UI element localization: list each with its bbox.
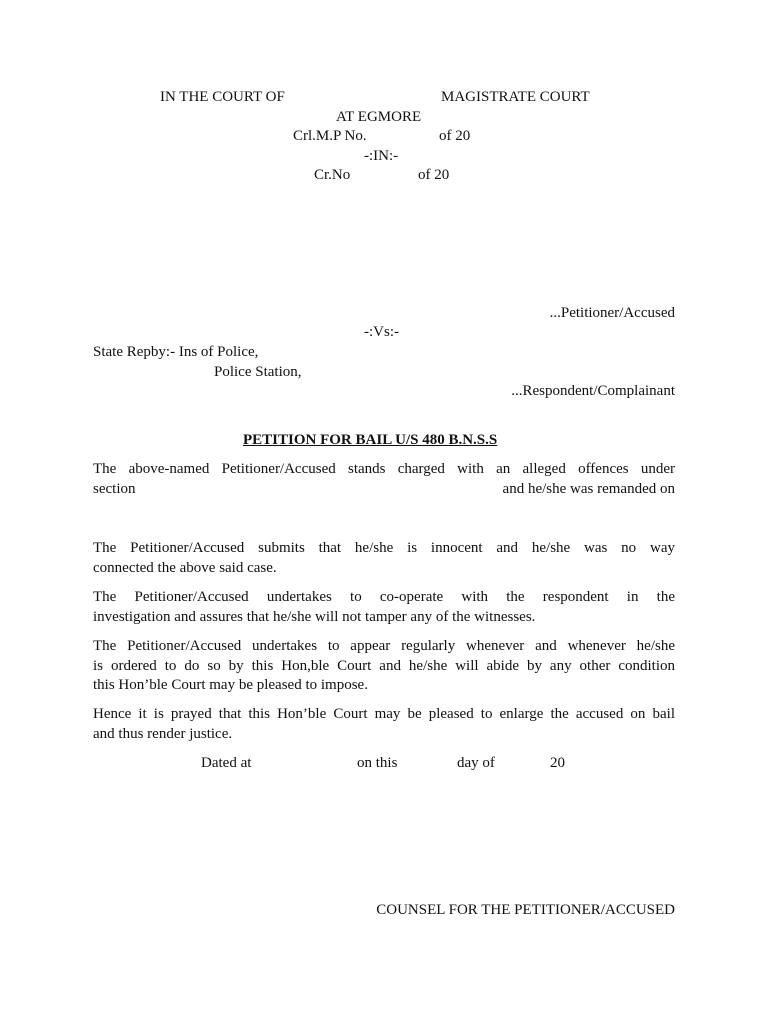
paragraph-line: The Petitioner/Accused undertakes to appear regularly whenever and whenever he/she: [93, 638, 675, 654]
versus-separator: -:Vs:-: [364, 324, 399, 340]
crlmp-number-label: Crl.M.P No.: [293, 128, 367, 144]
paragraph-prayer: [93, 705, 675, 744]
paragraph-line: is ordered to do so by this Hon,ble Court and he/she will abide by any other condition: [93, 657, 675, 674]
paragraph-cooperation: [93, 588, 675, 627]
paragraph-line: The Petitioner/Accused submits that he/she is innocent and he/she was no way: [93, 540, 675, 556]
paragraph-line: [93, 480, 675, 500]
paragraph-line: Hence it is prayed that this Hon’ble Court may be pleased to enlarge the accused on bail: [93, 706, 675, 722]
in-separator: -:IN:-: [364, 148, 399, 164]
paragraph-line: and thus render justice.: [93, 725, 233, 742]
counsel-signature: COUNSEL FOR THE PETITIONER/ACCUSED: [376, 902, 675, 918]
paragraph-line: investigation and assures that he/she will not tamper any of the witnesses.: [93, 608, 536, 625]
day-of-label: day of: [457, 755, 495, 771]
dated-year-label: 20: [550, 755, 565, 771]
petitioner-label: ...Petitioner/Accused: [549, 305, 675, 321]
paragraph-innocence: [93, 539, 675, 578]
dated-at-label: Dated at: [201, 755, 252, 771]
paragraph-charges: [93, 460, 675, 499]
crlmp-year-label: of 20: [439, 128, 471, 144]
paragraph-line: The above-named Petitioner/Accused stands charged with an alleged offences under: [93, 461, 675, 477]
cr-number-label: Cr.No: [314, 167, 351, 183]
court-name: MAGISTRATE COURT: [441, 89, 590, 105]
paragraph-line: this Hon’ble Court may be pleased to impose.: [93, 677, 368, 693]
police-station-label: Police Station,: [214, 364, 302, 380]
state-representation: State Repby:- Ins of Police,: [93, 344, 259, 360]
cr-year-label: of 20: [418, 167, 450, 183]
paragraph-line: connected the above said case.: [93, 559, 277, 576]
paragraph-line: The Petitioner/Accused undertakes to co-operate with the respondent in the: [93, 589, 675, 605]
on-this-label: on this: [357, 755, 398, 771]
court-location: AT EGMORE: [336, 109, 422, 125]
respondent-label: ...Respondent/Complainant: [511, 383, 675, 399]
petition-title: PETITION FOR BAIL U/S 480 B.N.S.S: [243, 432, 498, 448]
court-of-label: IN THE COURT OF: [160, 89, 285, 105]
section-label: section: [93, 480, 136, 497]
remanded-label: and he/she was remanded on: [502, 480, 675, 497]
paragraph-appearance: [93, 637, 675, 696]
